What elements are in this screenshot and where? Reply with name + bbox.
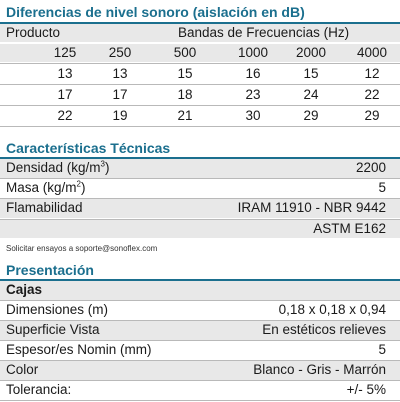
noise-cell: 13 <box>112 66 128 81</box>
pres-value-tolerancia: +/- 5% <box>346 382 386 397</box>
noise-cell: 15 <box>177 66 193 81</box>
noise-cell: 13 <box>57 66 73 81</box>
noise-cell: 19 <box>112 108 128 123</box>
freq-500: 500 <box>173 45 197 60</box>
pres-value-color: Blanco - Gris - Marrón <box>253 362 386 377</box>
tech-section-title: Características Técnicas <box>6 140 171 156</box>
pres-label-superficie: Superficie Vista <box>6 322 100 337</box>
support-note: Solicitar ensayos a soporte@sonoflex.com <box>6 244 158 253</box>
noise-cell: 30 <box>245 108 261 123</box>
noise-cell: 12 <box>364 66 380 81</box>
noise-cell: 29 <box>364 108 380 123</box>
freq-125: 125 <box>53 45 77 60</box>
cajas-subtitle: Cajas <box>6 282 43 297</box>
noise-cell: 17 <box>57 87 73 102</box>
presentacion-section-title: Presentación <box>6 262 94 278</box>
pres-value-dimensiones: 0,18 x 0,18 x 0,94 <box>278 302 386 317</box>
freq-250: 250 <box>108 45 132 60</box>
tech-value-masa: 5 <box>378 180 386 195</box>
pres-value-superficie: En estéticos relieves <box>262 322 386 337</box>
noise-cell: 15 <box>303 66 319 81</box>
pres-label-dimensiones: Dimensiones (m) <box>6 302 109 317</box>
noise-cell: 16 <box>245 66 261 81</box>
tech-label-masa: Masa $(kg/m^2)$ <box>6 179 86 195</box>
noise-cell: 18 <box>177 87 193 102</box>
tech-value-astm: ASTM E162 <box>313 221 386 236</box>
noise-cell: 29 <box>303 108 319 123</box>
noise-cell: 22 <box>57 108 73 123</box>
col-producto: Producto <box>6 25 61 40</box>
pres-value-espesor: 5 <box>378 342 386 357</box>
divider <box>0 400 400 401</box>
noise-cell: 23 <box>245 87 261 102</box>
tech-label-densidad: Densidad $(kg/m^3)$ <box>6 159 110 175</box>
divider <box>0 126 400 127</box>
tech-label-flamabilidad: Flamabilidad <box>6 200 83 215</box>
freq-1000: 1000 <box>237 45 269 60</box>
pres-label-color: Color <box>6 362 39 377</box>
cajas-band <box>0 281 400 300</box>
freq-2000: 2000 <box>295 45 327 60</box>
noise-cell: 22 <box>364 87 380 102</box>
pres-label-tolerancia: Tolerancia: <box>6 382 72 397</box>
tech-value-densidad: 2200 <box>355 160 386 175</box>
noise-cell: 21 <box>177 108 193 123</box>
tech-value-iram: IRAM 11910 - NBR 9442 <box>237 200 386 215</box>
pres-label-espesor: Espesor/es Nomin (mm) <box>6 342 152 357</box>
freq-4000: 4000 <box>356 45 388 60</box>
noise-section-title: Diferencias de nivel sonoro (aislación en dB) <box>6 4 305 20</box>
noise-cell: 24 <box>303 87 319 102</box>
noise-cell: 17 <box>112 87 128 102</box>
col-bandas: Bandas de Frecuencias (Hz) <box>178 25 350 40</box>
